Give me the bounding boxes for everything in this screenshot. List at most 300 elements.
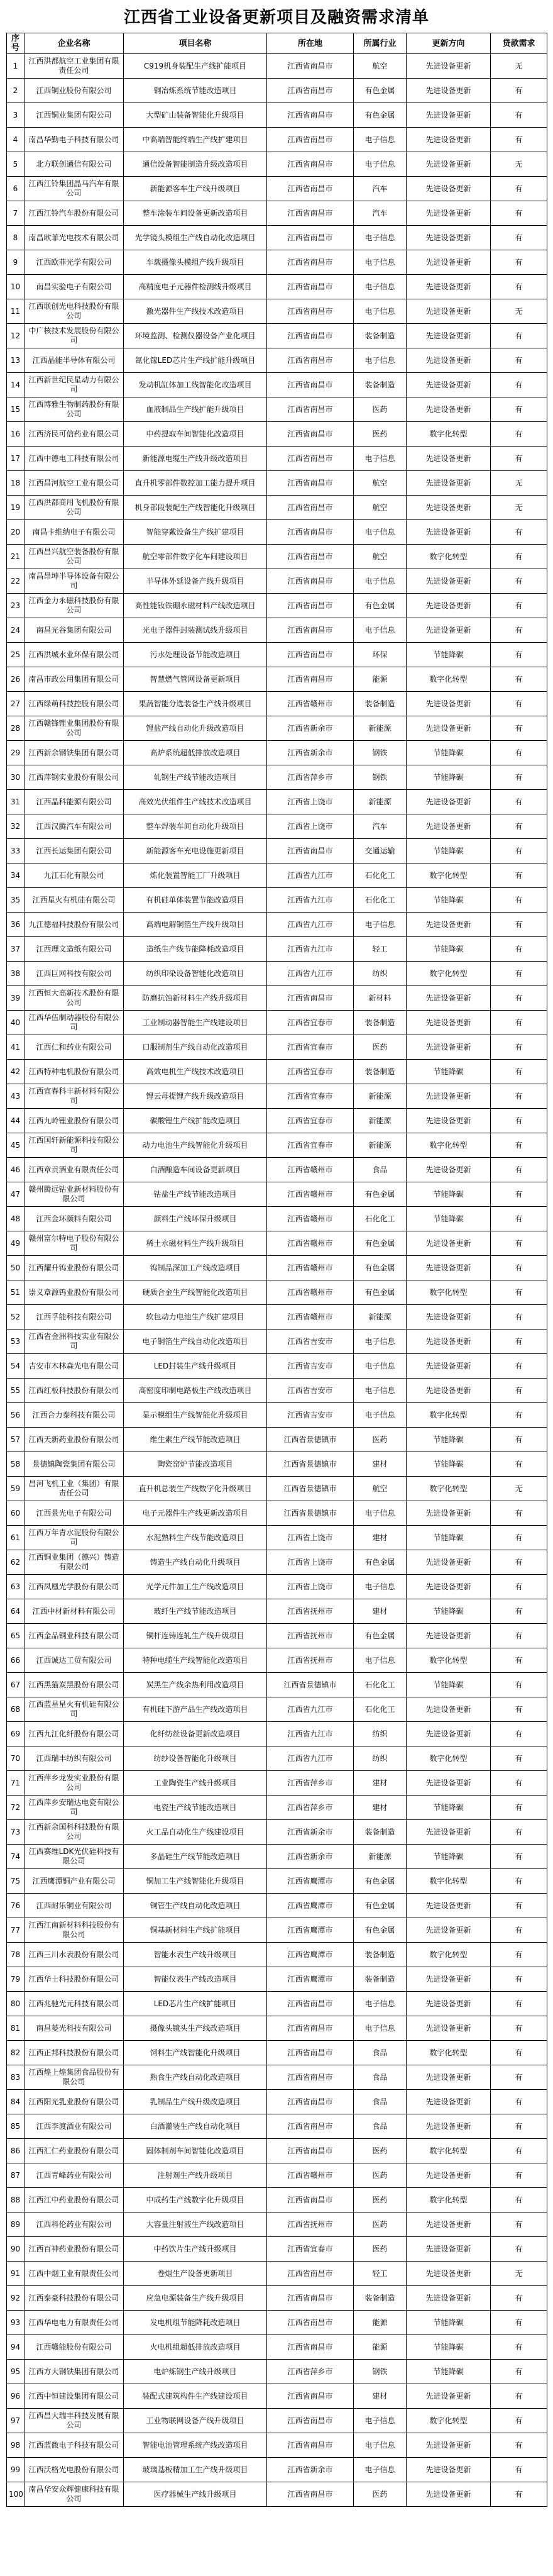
industry: 电子信息 bbox=[354, 2016, 407, 2041]
loan-need: 有 bbox=[491, 2163, 547, 2188]
industry: 食品 bbox=[354, 2114, 407, 2139]
loan-need: 有 bbox=[491, 2433, 547, 2458]
project-name: 铜基新材料生产线扩能项目 bbox=[124, 1918, 267, 1943]
row-index: 14 bbox=[7, 373, 25, 397]
loan-need: 有 bbox=[491, 1943, 547, 1967]
loan-need: 有 bbox=[491, 1501, 547, 1526]
loan-need: 有 bbox=[491, 1280, 547, 1305]
row-index: 63 bbox=[7, 1575, 25, 1599]
location: 江西省吉安市 bbox=[267, 1379, 354, 1403]
company-name: 江西联创光电科技股份有限公司 bbox=[25, 299, 124, 324]
company-name: 江西赣能股份有限公司 bbox=[25, 2335, 124, 2360]
loan-need: 有 bbox=[491, 128, 547, 152]
update-direction: 数字化转型 bbox=[407, 1477, 491, 1501]
industry: 食品 bbox=[354, 2065, 407, 2090]
loan-need: 有 bbox=[491, 937, 547, 962]
loan-need: 有 bbox=[491, 569, 547, 594]
project-name: 医疗器械生产线升级项目 bbox=[124, 2482, 267, 2507]
project-name: 电子铜箔生产线自动化改造项目 bbox=[124, 1330, 267, 1354]
table-row bbox=[7, 2188, 547, 2212]
location: 江西省鹰潭市 bbox=[267, 1869, 354, 1894]
row-index: 47 bbox=[7, 1182, 25, 1207]
loan-need: 有 bbox=[491, 1918, 547, 1943]
row-index: 44 bbox=[7, 1109, 25, 1133]
location: 江西省赣州市 bbox=[267, 1280, 354, 1305]
company-name: 江西金环颜料有限公司 bbox=[25, 1207, 124, 1231]
loan-need: 有 bbox=[491, 422, 547, 447]
header-index: 序号 bbox=[7, 33, 25, 54]
row-index: 52 bbox=[7, 1305, 25, 1330]
company-name: 江西欧菲光学有限公司 bbox=[25, 250, 124, 275]
table-row bbox=[7, 2433, 547, 2458]
location: 江西省南昌市 bbox=[267, 667, 354, 692]
loan-need: 有 bbox=[491, 2114, 547, 2139]
table-row bbox=[7, 863, 547, 888]
loan-need: 有 bbox=[491, 1256, 547, 1280]
update-direction: 先进设备更新 bbox=[407, 2212, 491, 2237]
row-index: 83 bbox=[7, 2065, 25, 2090]
table-row bbox=[7, 692, 547, 716]
industry: 有色金属 bbox=[354, 1231, 407, 1256]
location: 江西省宜春市 bbox=[267, 2237, 354, 2262]
location: 江西省萍乡市 bbox=[267, 765, 354, 790]
location: 江西省九江市 bbox=[267, 937, 354, 962]
project-name: 中成药生产线数字化升级项目 bbox=[124, 2188, 267, 2212]
update-direction: 节能降碳 bbox=[407, 1452, 491, 1477]
table-row bbox=[7, 1305, 547, 1330]
project-name: 高效光伏组件生产线技术改造项目 bbox=[124, 790, 267, 814]
update-direction: 先进设备更新 bbox=[407, 397, 491, 422]
location: 江西省新余市 bbox=[267, 1820, 354, 1845]
loan-need: 有 bbox=[491, 2360, 547, 2384]
row-index: 29 bbox=[7, 741, 25, 765]
header-industry: 所属行业 bbox=[354, 33, 407, 54]
project-name: 玻纤生产线节能改造项目 bbox=[124, 1599, 267, 1624]
project-name: 半导体外延设备产线升级项目 bbox=[124, 569, 267, 594]
row-index: 81 bbox=[7, 2016, 25, 2041]
loan-need: 有 bbox=[491, 2286, 547, 2311]
table-row bbox=[7, 2212, 547, 2237]
row-index: 90 bbox=[7, 2237, 25, 2262]
location: 江西省南昌市 bbox=[267, 520, 354, 545]
table-row bbox=[7, 2262, 547, 2286]
project-name: 通信设备智能制造升级改造项目 bbox=[124, 152, 267, 177]
industry: 有色金属 bbox=[354, 1869, 407, 1894]
location: 江西省宜春市 bbox=[267, 1035, 354, 1060]
industry: 电子信息 bbox=[354, 520, 407, 545]
industry: 电子信息 bbox=[354, 2409, 407, 2433]
industry: 建材 bbox=[354, 1771, 407, 1796]
loan-need: 有 bbox=[491, 1746, 547, 1771]
industry: 石化化工 bbox=[354, 888, 407, 913]
update-direction: 先进设备更新 bbox=[407, 373, 491, 397]
row-index: 69 bbox=[7, 1722, 25, 1746]
location: 江西省景德镇市 bbox=[267, 1673, 354, 1697]
project-name: 火电机组超低排放改造项目 bbox=[124, 2335, 267, 2360]
company-name: 江西巨网科技有限公司 bbox=[25, 962, 124, 986]
update-direction: 先进设备更新 bbox=[407, 913, 491, 937]
industry: 航空 bbox=[354, 545, 407, 569]
company-name: 江西萍乡龙发实业股份有限公司 bbox=[25, 1771, 124, 1796]
loan-need: 有 bbox=[491, 790, 547, 814]
location: 江西省南昌市 bbox=[267, 496, 354, 520]
row-index: 58 bbox=[7, 1452, 25, 1477]
industry: 医药 bbox=[354, 2237, 407, 2262]
industry: 钢铁 bbox=[354, 765, 407, 790]
company-name: 江西中烟工业有限责任公司 bbox=[25, 2262, 124, 2286]
row-index: 36 bbox=[7, 913, 25, 937]
update-direction: 先进设备更新 bbox=[407, 447, 491, 471]
table-row bbox=[7, 324, 547, 348]
table-row bbox=[7, 1722, 547, 1746]
table-row bbox=[7, 1771, 547, 1796]
location: 江西省上饶市 bbox=[267, 790, 354, 814]
location: 江西省上饶市 bbox=[267, 1575, 354, 1599]
loan-need: 有 bbox=[491, 1428, 547, 1452]
row-index: 100 bbox=[7, 2482, 25, 2507]
company-name: 江西方大钢铁集团有限公司 bbox=[25, 2360, 124, 2384]
update-direction: 先进设备更新 bbox=[407, 299, 491, 324]
company-name: 江西晶能半导体有限公司 bbox=[25, 348, 124, 373]
table-row bbox=[7, 2335, 547, 2360]
update-direction: 先进设备更新 bbox=[407, 152, 491, 177]
project-name: 维生素生产线节能改造项目 bbox=[124, 1428, 267, 1452]
location: 江西省赣州市 bbox=[267, 1158, 354, 1182]
loan-need: 有 bbox=[491, 1231, 547, 1256]
update-direction: 先进设备更新 bbox=[407, 692, 491, 716]
table-row bbox=[7, 2458, 547, 2482]
update-direction: 节能降碳 bbox=[407, 1207, 491, 1231]
company-name: 江西耀升钨业股份有限公司 bbox=[25, 1256, 124, 1280]
row-index: 26 bbox=[7, 667, 25, 692]
table-row bbox=[7, 986, 547, 1011]
update-direction: 节能降碳 bbox=[407, 2311, 491, 2335]
table-row bbox=[7, 177, 547, 201]
table-row bbox=[7, 1894, 547, 1918]
loan-need: 有 bbox=[491, 2311, 547, 2335]
row-index: 49 bbox=[7, 1231, 25, 1256]
table-row bbox=[7, 913, 547, 937]
location: 江西省新余市 bbox=[267, 1845, 354, 1869]
location: 江西省赣州市 bbox=[267, 1305, 354, 1330]
update-direction: 数字化转型 bbox=[407, 2041, 491, 2065]
row-index: 80 bbox=[7, 1992, 25, 2016]
table-row bbox=[7, 1869, 547, 1894]
loan-need: 有 bbox=[491, 177, 547, 201]
industry: 航空 bbox=[354, 54, 407, 79]
location: 江西省九江市 bbox=[267, 888, 354, 913]
update-direction: 先进设备更新 bbox=[407, 2262, 491, 2286]
company-name: 南昌实验电子有限公司 bbox=[25, 275, 124, 299]
row-index: 18 bbox=[7, 471, 25, 496]
project-name: 车载摄像头模组产线升级项目 bbox=[124, 250, 267, 275]
loan-need: 有 bbox=[491, 888, 547, 913]
row-index: 74 bbox=[7, 1845, 25, 1869]
row-index: 88 bbox=[7, 2188, 25, 2212]
update-direction: 节能降碳 bbox=[407, 1845, 491, 1869]
project-name: LED封装生产线升级项目 bbox=[124, 1354, 267, 1379]
company-name: 江西江南新材料科技股份有限公司 bbox=[25, 1918, 124, 1943]
update-direction: 先进设备更新 bbox=[407, 1918, 491, 1943]
company-name: 江西中德电工科技有限公司 bbox=[25, 447, 124, 471]
location: 江西省南昌市 bbox=[267, 643, 354, 667]
company-name: 江西鹰潭铜产业有限公司 bbox=[25, 1869, 124, 1894]
loan-need: 有 bbox=[491, 103, 547, 128]
company-name: 江西万年青水泥股份有限公司 bbox=[25, 1526, 124, 1550]
project-name: 直升机零部件数控加工能力提升项目 bbox=[124, 471, 267, 496]
table-row bbox=[7, 1011, 547, 1035]
row-index: 13 bbox=[7, 348, 25, 373]
table-row bbox=[7, 2409, 547, 2433]
loan-need: 有 bbox=[491, 2188, 547, 2212]
update-direction: 数字化转型 bbox=[407, 422, 491, 447]
update-direction: 先进设备更新 bbox=[407, 496, 491, 520]
update-direction: 节能降碳 bbox=[407, 1673, 491, 1697]
industry: 有色金属 bbox=[354, 1256, 407, 1280]
row-index: 23 bbox=[7, 594, 25, 618]
location: 江西省九江市 bbox=[267, 962, 354, 986]
update-direction: 先进设备更新 bbox=[407, 1501, 491, 1526]
row-index: 15 bbox=[7, 397, 25, 422]
project-name: 工业陶瓷生产线升级项目 bbox=[124, 1771, 267, 1796]
table-row bbox=[7, 1379, 547, 1403]
loan-need: 有 bbox=[491, 716, 547, 741]
loan-need: 有 bbox=[491, 275, 547, 299]
company-name: 九江德福科技股份有限公司 bbox=[25, 913, 124, 937]
project-name: 铜加工生产线智能化升级项目 bbox=[124, 1869, 267, 1894]
location: 江西省南昌市 bbox=[267, 471, 354, 496]
project-name: 光电子器件封装测试线升级项目 bbox=[124, 618, 267, 643]
update-direction: 数字化转型 bbox=[407, 2188, 491, 2212]
project-name: 白酒酿造车间设备更新项目 bbox=[124, 1158, 267, 1182]
location: 江西省南昌市 bbox=[267, 986, 354, 1011]
header-project: 项目名称 bbox=[124, 33, 267, 54]
table-row bbox=[7, 250, 547, 275]
location: 江西省南昌市 bbox=[267, 569, 354, 594]
row-index: 50 bbox=[7, 1256, 25, 1280]
update-direction: 节能降碳 bbox=[407, 765, 491, 790]
update-direction: 节能降碳 bbox=[407, 1182, 491, 1207]
company-name: 江西孚能科技有限公司 bbox=[25, 1305, 124, 1330]
location: 江西省南昌市 bbox=[267, 594, 354, 618]
location: 江西省南昌市 bbox=[267, 299, 354, 324]
row-index: 27 bbox=[7, 692, 25, 716]
project-name: 口服制剂生产线自动化改造项目 bbox=[124, 1035, 267, 1060]
industry: 电子信息 bbox=[354, 226, 407, 250]
table-row bbox=[7, 2482, 547, 2507]
loan-need: 有 bbox=[491, 2237, 547, 2262]
table-row bbox=[7, 937, 547, 962]
table-row bbox=[7, 496, 547, 520]
loan-need: 有 bbox=[491, 1599, 547, 1624]
project-name: 铜冶炼系统节能改造项目 bbox=[124, 79, 267, 103]
update-direction: 先进设备更新 bbox=[407, 1820, 491, 1845]
loan-need: 有 bbox=[491, 863, 547, 888]
industry: 新能源 bbox=[354, 1109, 407, 1133]
row-index: 8 bbox=[7, 226, 25, 250]
table-row bbox=[7, 152, 547, 177]
location: 江西省南昌市 bbox=[267, 422, 354, 447]
project-name: 智慧燃气管网设备更新项目 bbox=[124, 667, 267, 692]
row-index: 41 bbox=[7, 1035, 25, 1060]
project-name: 铜杆连铸连轧生产线升级项目 bbox=[124, 1624, 267, 1648]
company-name: 江西新世纪民星动力有限公司 bbox=[25, 373, 124, 397]
row-index: 46 bbox=[7, 1158, 25, 1182]
location: 江西省南昌市 bbox=[267, 128, 354, 152]
location: 江西省萍乡市 bbox=[267, 1771, 354, 1796]
row-index: 38 bbox=[7, 962, 25, 986]
location: 江西省南昌市 bbox=[267, 275, 354, 299]
update-direction: 先进设备更新 bbox=[407, 2016, 491, 2041]
row-index: 6 bbox=[7, 177, 25, 201]
update-direction: 先进设备更新 bbox=[407, 1771, 491, 1796]
industry: 装备制造 bbox=[354, 1820, 407, 1845]
project-name: 大型矿山装备智能化升级项目 bbox=[124, 103, 267, 128]
row-index: 91 bbox=[7, 2262, 25, 2286]
company-name: 南昌市政公用集团有限公司 bbox=[25, 667, 124, 692]
project-name: 光学元件加工生产线改造项目 bbox=[124, 1575, 267, 1599]
loan-need: 无 bbox=[491, 2262, 547, 2286]
row-index: 3 bbox=[7, 103, 25, 128]
industry: 纺织 bbox=[354, 962, 407, 986]
company-name: 江西红板科技股份有限公司 bbox=[25, 1379, 124, 1403]
industry: 电子信息 bbox=[354, 152, 407, 177]
location: 江西省南昌市 bbox=[267, 2016, 354, 2041]
row-index: 34 bbox=[7, 863, 25, 888]
company-name: 江西耐乐铜业有限公司 bbox=[25, 1894, 124, 1918]
company-name: 江西晶科能源有限公司 bbox=[25, 790, 124, 814]
update-direction: 先进设备更新 bbox=[407, 1967, 491, 1992]
update-direction: 节能降碳 bbox=[407, 741, 491, 765]
update-direction: 节能降碳 bbox=[407, 937, 491, 962]
industry: 汽车 bbox=[354, 201, 407, 226]
project-name: 高密度印制电路板生产线改造项目 bbox=[124, 1379, 267, 1403]
update-direction: 节能降碳 bbox=[407, 839, 491, 863]
project-name: 激光器件生产线技术改造项目 bbox=[124, 299, 267, 324]
update-direction: 节能降碳 bbox=[407, 643, 491, 667]
update-direction: 数字化转型 bbox=[407, 1746, 491, 1771]
row-index: 30 bbox=[7, 765, 25, 790]
project-name: 显示模组生产线智能化升级项目 bbox=[124, 1403, 267, 1428]
loan-need: 有 bbox=[491, 226, 547, 250]
location: 江西省上饶市 bbox=[267, 1550, 354, 1575]
company-name: 江西华伍制动器股份有限公司 bbox=[25, 1011, 124, 1035]
loan-need: 有 bbox=[491, 1158, 547, 1182]
company-name: 江西汉腾汽车有限公司 bbox=[25, 814, 124, 839]
project-name: 智能水表生产线升级项目 bbox=[124, 1943, 267, 1967]
location: 江西省鹰潭市 bbox=[267, 1918, 354, 1943]
location: 江西省九江市 bbox=[267, 863, 354, 888]
location: 江西省抚州市 bbox=[267, 1648, 354, 1673]
industry: 医药 bbox=[354, 2482, 407, 2507]
project-name: 锂云母提锂产线升级改造项目 bbox=[124, 1084, 267, 1109]
project-name: 直升机总装生产线数字化升级项目 bbox=[124, 1477, 267, 1501]
project-name: 机身部段装配生产线智能化升级项目 bbox=[124, 496, 267, 520]
project-name: 钨制品深加工产线改造项目 bbox=[124, 1256, 267, 1280]
company-name: 江西沃格光电股份有限公司 bbox=[25, 2458, 124, 2482]
update-direction: 先进设备更新 bbox=[407, 2384, 491, 2409]
location: 江西省南昌市 bbox=[267, 2041, 354, 2065]
industry: 电子信息 bbox=[354, 1575, 407, 1599]
location: 江西省九江市 bbox=[267, 1722, 354, 1746]
project-name: 火工品自动化生产线建设项目 bbox=[124, 1820, 267, 1845]
row-index: 21 bbox=[7, 545, 25, 569]
location: 江西省宜春市 bbox=[267, 1133, 354, 1158]
industry: 汽车 bbox=[354, 177, 407, 201]
company-name: 南昌光谷集团有限公司 bbox=[25, 618, 124, 643]
row-index: 73 bbox=[7, 1820, 25, 1845]
loan-need: 有 bbox=[491, 1035, 547, 1060]
loan-need: 有 bbox=[491, 397, 547, 422]
update-direction: 先进设备更新 bbox=[407, 226, 491, 250]
location: 江西省南昌市 bbox=[267, 2384, 354, 2409]
industry: 食品 bbox=[354, 2041, 407, 2065]
loan-need: 无 bbox=[491, 152, 547, 177]
company-name: 昌河飞机工业（集团）有限责任公司 bbox=[25, 1477, 124, 1501]
table-row bbox=[7, 2065, 547, 2090]
row-index: 59 bbox=[7, 1477, 25, 1501]
loan-need: 有 bbox=[491, 1697, 547, 1722]
update-direction: 先进设备更新 bbox=[407, 54, 491, 79]
row-index: 71 bbox=[7, 1771, 25, 1796]
company-name: 江西华电电力有限责任公司 bbox=[25, 2311, 124, 2335]
location: 江西省九江市 bbox=[267, 913, 354, 937]
project-name: 纺织印染设备智能化改造项目 bbox=[124, 962, 267, 986]
loan-need: 有 bbox=[491, 373, 547, 397]
project-name: 注射剂生产线升级项目 bbox=[124, 2163, 267, 2188]
company-name: 江西三川水表股份有限公司 bbox=[25, 1943, 124, 1967]
industry: 电子信息 bbox=[354, 1379, 407, 1403]
row-index: 11 bbox=[7, 299, 25, 324]
row-index: 61 bbox=[7, 1526, 25, 1550]
table-row bbox=[7, 422, 547, 447]
industry: 电子信息 bbox=[354, 275, 407, 299]
row-index: 54 bbox=[7, 1354, 25, 1379]
row-index: 89 bbox=[7, 2212, 25, 2237]
table-row bbox=[7, 1477, 547, 1501]
loan-need: 有 bbox=[491, 1550, 547, 1575]
project-name: 造纸生产线节能降耗改造项目 bbox=[124, 937, 267, 962]
table-row bbox=[7, 2237, 547, 2262]
row-index: 39 bbox=[7, 986, 25, 1011]
company-name: 江西瑞丰纺织有限公司 bbox=[25, 1746, 124, 1771]
location: 江西省南昌市 bbox=[267, 2311, 354, 2335]
loan-need: 有 bbox=[491, 2139, 547, 2163]
table-row bbox=[7, 1796, 547, 1820]
update-direction: 先进设备更新 bbox=[407, 1109, 491, 1133]
industry: 电子信息 bbox=[354, 1354, 407, 1379]
row-index: 95 bbox=[7, 2360, 25, 2384]
project-name: 中高端智能终端生产线扩建项目 bbox=[124, 128, 267, 152]
table-row bbox=[7, 1207, 547, 1231]
location: 江西省南昌市 bbox=[267, 2286, 354, 2311]
update-direction: 先进设备更新 bbox=[407, 2482, 491, 2507]
row-index: 42 bbox=[7, 1060, 25, 1084]
loan-need: 有 bbox=[491, 1403, 547, 1428]
location: 江西省南昌市 bbox=[267, 2482, 354, 2507]
project-name: 高精度电子元器件检测线升级项目 bbox=[124, 275, 267, 299]
row-index: 94 bbox=[7, 2335, 25, 2360]
row-index: 12 bbox=[7, 324, 25, 348]
update-direction: 先进设备更新 bbox=[407, 275, 491, 299]
company-name: 江西九江化纤股份有限公司 bbox=[25, 1722, 124, 1746]
company-name: 赣州富尔特电子股份有限公司 bbox=[25, 1231, 124, 1256]
update-direction: 先进设备更新 bbox=[407, 1035, 491, 1060]
update-direction: 先进设备更新 bbox=[407, 128, 491, 152]
location: 江西省吉安市 bbox=[267, 1330, 354, 1354]
update-direction: 先进设备更新 bbox=[407, 520, 491, 545]
row-index: 1 bbox=[7, 54, 25, 79]
